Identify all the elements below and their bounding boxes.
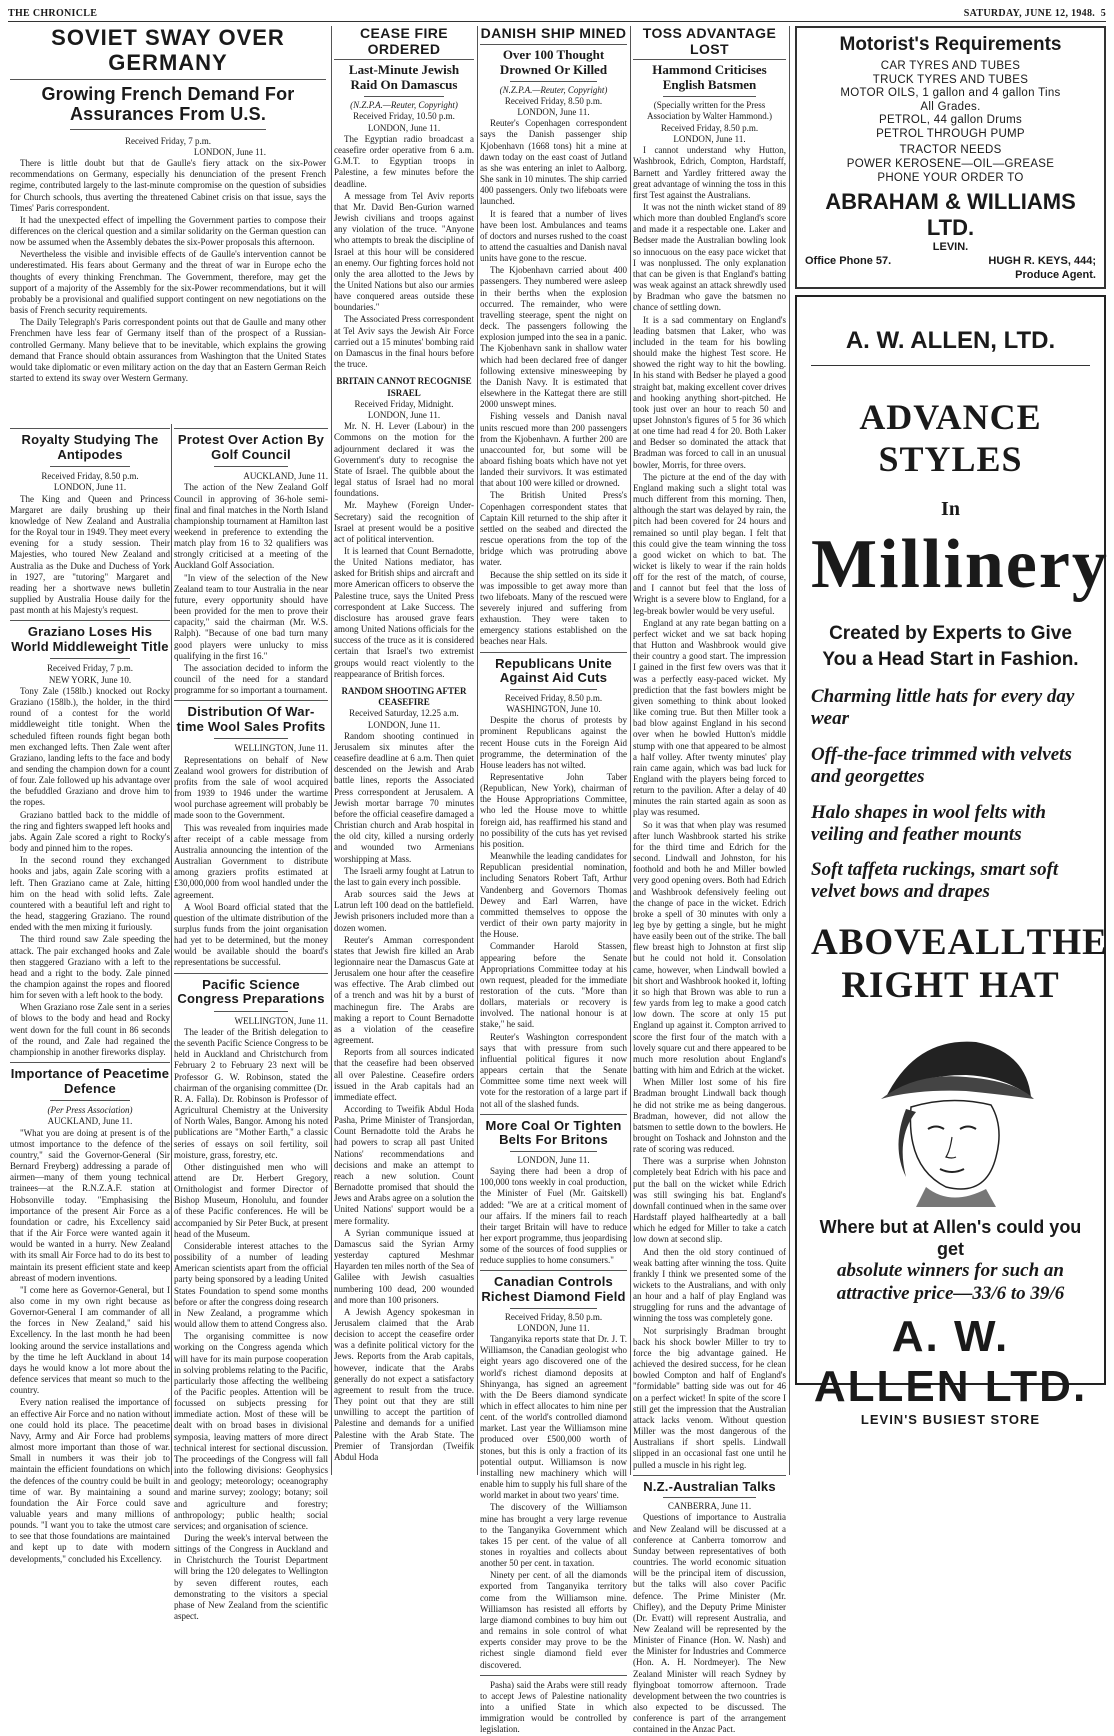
paragraph: Questions of importance to Australia and New Zealand will be discussed at a conference at Canberra tomorrow and Sunday between representatives of both countries. The world economic situation will be the principal item of discussion, but the talks will also cover Pacific defence. The Prime Minister (Mr. Chifley), and the Deputy Prime Minister (Dr. Evatt) will represent Australia, and New Zealand will be represented by the Minister of Finance (Hon. W. Nash) and the Minister for Industries and Commerce (Hon. A. H. Nordmeyer). The New Zealand Minister will reach Sydney by flyingboat tomorrow afternoon. Trade development between the two countries is also expected to be discussed. The conference is part of the arrangement contained in the Anzac Pact. [633, 1512, 786, 1735]
dateline-pacific: WELLINGTON, June 11. [234, 1015, 328, 1026]
received-graziano: Received Friday, 7 p.m. [47, 663, 133, 674]
headline-pacific: Pacific Science Congress Preparations [177, 976, 325, 1007]
motorist-line: MOTOR OILS, 1 gallon and 4 gallon Tins [840, 87, 1061, 100]
paragraph: Reports from all sources indicated that the ceasefire had been observed all over Palestine. Ceasefire orders issued in the Arab capitals had an immediate effect. [334, 1047, 474, 1102]
body-cease-3 [334, 731, 474, 1463]
body-royalty [10, 494, 170, 617]
body-republicans [480, 715, 627, 1109]
column-2-lower [174, 424, 328, 1623]
paragraph: The Egyptian radio broadcast a ceasefire order operative from 6 a.m. G.M.T. to Egyptian troops in Palestine, a few minutes before the deadline. [334, 133, 474, 189]
paragraph: The leader of the British delegation to the seventh Pacific Science Congress to be held in Auckland and Christchurch from February 2 to February 23 next will be Professor G. W. Robinson, stated the chairman of the organising committee (Dr. R. A. Falla). Dr. Robinson is Professor of Agricultural Chemistry at the University of North Wales, Bangor. Among his noted publications are "Mother Earth," a classic series of essays on soil fertility, soil moisture, grass, forestry, etc. [174, 1026, 328, 1160]
subhead-danish: Over 100 Thought Drowned Or Killed [499, 46, 608, 77]
dateline-royalty: LONDON, June 11. [53, 482, 127, 493]
paragraph: The Daily Telegraph's Paris correspondent points out that de Gaulle and many other Frenchmen have less fear of Germany itself than of the prospect of a Russian-controlled Germany. Many believe that to be inevitable, which explains the growing demand that France should obtain assurances from Washington that the United States would take diplomatic or even military action on the day that an Eastern German Reich started to extend its sway over Western Germany. [10, 317, 326, 384]
column-rule [477, 26, 478, 1475]
paragraph: I cannot understand why Hutton, Washbrook, Edrich, Compton, Hardstaff, Barnett and Yardley frittered away the great advantage of winning the toss in this first Test against the Australians. [633, 145, 786, 200]
paragraph: The British United Press's Copenhagen correspondent states that Captain Kill returned to the ship after it settled on the seabed and directed the rescue operations from the top of the bridge which was protruding above water. [480, 490, 627, 568]
dateline-peacetime: AUCKLAND, June 11. [47, 1116, 133, 1127]
allen-above-word: ALL [947, 922, 1027, 964]
allen-above-word: THE [1026, 922, 1108, 964]
story-toss [633, 25, 786, 1735]
paragraph: Ninety per cent. of all the diamonds exported from Tanganyika territory come from the Williamson mine. Williamson has resisted all efforts by large diamond combines to buy him out and remains in sole control of what experts consider may prove to be the richest single diamond field ever discovered. [480, 1570, 627, 1670]
motorist-company: ABRAHAM & WILLIAMS LTD. [825, 189, 1076, 241]
headline-wool: Distribution Of War-time Wool Sales Profits [176, 704, 326, 734]
paragraph: Arab sources said the Jews at Latrun left 100 dead on the battlefield. Jewish prisoners included more than a dozen women. [334, 889, 474, 933]
allen-where: Where but at Allen's could you get [819, 1217, 1082, 1259]
paragraph: Representative John Taber (Republican, New York), chairman of the House Appropriations Committee, who led the House move to whittle foreign aid, has reaffirmed his stand and no possibility of the cuts has yet revised his position. [480, 772, 627, 849]
received-royalty: Received Friday, 8.50 p.m. [41, 471, 139, 482]
paragraph: A Jewish Agency spokesman in Jerusalem claimed that the Arab decision to accept the ceasefire order was a definite political victory for the Jews. Reports from the Arab capitals, however, indicate that the Arabs generally do not expect a satisfactory agreement to result from the truce. They point out that they are still unwilling to accept the partition of Palestine and demands for a unified Palestine with the Arab State. The Premier of Transjordan (Tweifik Abdul Hoda [334, 1306, 474, 1462]
paragraph: And then the old story continued of weak batting after winning the toss. Quite frankly I think we presented some of the wickets to the Australians, and with only an hour and a half of play England was struggling for runs and the advantage of winning the toss was completely gone. [633, 1246, 786, 1324]
dateline-republicans: WASHINGTON, June 10. [506, 703, 601, 714]
motorist-ad [795, 26, 1106, 289]
paragraph: It had the unexpected effect of impelling the Government parties to compose their differences on the clerical question and a similar solidarity on the German question can now be assumed when the Assembly debates the six-Power proposals this afternoon. [10, 214, 326, 248]
paragraph: Tanganyika reports state that Dr. J. T. Williamson, the Canadian geologist who eight years ago discovered one of the world's richest diamond deposits at Shinyanga, has signed an agreement with the De Beers diamond syndicate which in effect allocates to him nine per cent. of the world's controlled diamond market. Last year the Williamson mine produced over £500,000 worth of stones, but this is only a fraction of its potential output. Williamson is now installing new machinery which will enable him to supply his full share of the world market in about two years' time. [480, 1334, 627, 1501]
paragraph: Fishing vessels and Danish naval units rescued more than 200 passengers from the Kjobenhavn. A further 200 are unaccounted for, but some will be aboard fishing boats which have not yet landed their survivors. It was estimated that about 100 were killed or drowned. [480, 411, 627, 489]
body-cease-2 [334, 421, 474, 680]
motorist-line: All Grades. [920, 100, 981, 113]
body-diamond [480, 1334, 627, 1671]
paragraph: A message from Tel Aviv reports that Mr. David Ben-Gurion warned Jewish civilians and troops against any violation of the truce. "Anyone who attempts to break the discipline of Israel at this hour will be considered an enemy. Our fighting forces hold not only the area allotted to the Jews by the United Nations but also our armies have conquered areas outside these boundaries." [334, 190, 474, 313]
paragraph: A Syrian communique issued at Damascus said the Syrian Army yesterday captured Meshmar Hayarden ten miles north of the Sea of Galilee with Jewish casualties numbering 100 dead, 200 wounded and more than 100 prisoners. [334, 1227, 474, 1305]
column-1-lower [10, 424, 170, 1566]
tail-diamond: Pasha) said the Arabs were still ready to accept Jews of Palestine nationality into a unified State in which immigration would be controlled by legislation. [480, 1679, 627, 1735]
dateline-nz-aus: CANBERRA, June 11. [667, 1501, 752, 1512]
headline-toss: TOSS ADVANTAGE LOST [633, 26, 786, 60]
paragraph: The King and Queen and Princess Margaret are daily brushing up their knowledge of New Zealand and Australia for the Royal tour in 1949. They meet every evening for a study session. Their Majesties, who toured New Zealand and Australia as the Duke and Duchess of York in 1927, are "tutoring" Margaret and reading her a shortwave news bulletin supplied by Australia House daily for the past month at his Majesty's request. [10, 493, 170, 616]
body-toss [633, 145, 786, 1470]
paragraph: It is a sad commentary on England's leading batsmen that Laker, who was included in the team for his bowling should make the highest Test score. He showed the right way to hit the bowling. In his stand with Bedser he played a good straight bat, making excellent cover drives and hooking anything short-pitched. He took just over an hour to reach 50 and upset Johnston's figures of 5 for 36 which at one time had read 4 for 20. Both Laker and Bedser so dominated the attack that Bradman was forced to call in an unusual bowler, Morris, for three overs. [633, 314, 786, 470]
paragraph: It is learned that Count Bernadotte, the United Nations mediator, has asked for British ships and aircraft and more American officers to observe the Palestine truce, says the United Press correspondent at Lake Success. The disclosure has aroused grave fears among United Nations officials for the success of the truce as it is considered certain that Israel's two extremist groups would react violently to the reappearance of British forces. [334, 545, 474, 679]
body-graziano [10, 686, 170, 1058]
paragraph: Commander Harold Stassen, appearing before the Senate Appropriations Committee today at his own request, pleaded for the immediate restoration of the cuts. "More than dollars, materials or recovery is involved. The national honour is at stake," he said. [480, 941, 627, 1030]
dateline-cease: LONDON, June 11. [367, 122, 441, 133]
headline-coal: More Coal Or Tighten Belts For Britons [485, 1117, 622, 1148]
allen-style-3: Halo shapes in wool felts with veiling and feather mounts [811, 801, 1046, 845]
body-cease [334, 134, 474, 370]
paragraph: The third round saw Zale speeding the attack. The pair exchanged hooks and Zale then staggered Graziano with a left to the head and a right to the body. Zale pinned the champion against the ropes and floored him for seven with a left hook to the body. [10, 934, 170, 1001]
paragraph: The picture at the end of the day with England making such a slight total was much different from this morning. Then, although the start was delayed by rain, the pitch had been covered for 24 hours and remained so until play began. I felt that this could give the team winning the toss a good wicket on which to bat. The wicket is likely to wear if the rain holds off for the rest of the match, of course, and I cannot but feel that the loss of Wright is a severe blow to England, for a leg-break bowler would be very useful. [633, 471, 786, 616]
allen-style-4: Soft taffeta ruckings, smart soft velvet bows and drapes [811, 859, 1059, 903]
dateline-wool: WELLINGTON, June 11. [234, 743, 328, 754]
headline-graziano: Graziano Loses His World Middleweight Title [11, 624, 169, 654]
dateline-coal: LONDON, June 11. [517, 1154, 590, 1165]
body-protest [174, 482, 328, 696]
allen-created: Created by Experts to Give You a Head Start in Fashion. [822, 623, 1079, 670]
paragraph: Not surprisingly Bradman brought back his shock bowler Miller to try to force the big advantage gained. He achieved the desired success, for he clean bowled Compton and half of England's "formidable" batting side was out for 46 on a perfect wicket! In spite of the score I still get the impression that the Australian attack lacks venom. Without question Miller was the most dangerous of the Australians if short spells. Lindwall slipped in an occasional fast one until he pulled a muscle in his right leg. [633, 1325, 786, 1470]
headline-danish: DANISH SHIP MINED [480, 26, 627, 45]
paragraph: When Graziano rose Zale sent in a series of blows to the body and head and Rocky went down for the full count in 86 seconds of the round, and Zale had regained the championship in another fireworks display. [10, 1002, 170, 1057]
woman-hat-illustration-icon [811, 1017, 1090, 1207]
paragraph: Meanwhile the leading candidates for Republican presidential nomination, including Senators Robert Taft, Arthur Vandenberg and Governors Thomas Dewey and Earl Warren, have committed themselves to oppose the verdict of their own party majority in the House. [480, 851, 627, 940]
story-cease-fire [334, 26, 474, 1475]
body-peacetime [10, 1128, 170, 1565]
paragraph: Nevertheless the visible and invisible effects of de Gaulle's intervention cannot be underestimated. His fears about Germany and the threat of war in Europe echo the thoughts of every thinking Frenchman. The Government, therefore, may get the support of a majority of the Assembly for the six-Power recommendations, but it will probably be a provisional and qualified support contingent on new negotiations on the basis of French security requirements. [10, 249, 326, 316]
motorist-line: PETROL, 44 gallon Drums [878, 114, 1023, 127]
motorist-agent: HUGH R. KEYS, 444; [988, 255, 1096, 268]
received-toss: Received Friday, 8.50 p.m. [660, 122, 759, 133]
allen-style-2: Off-the-face trimmed with velvets and georgettes [811, 744, 1072, 787]
allen-millinery: Millinery [811, 526, 1109, 604]
subhead-soviet: Growing French Demand For Assurances From U.S. [41, 84, 295, 125]
column-rule [630, 26, 631, 1475]
allen-right-hat: RIGHT HAT [841, 965, 1060, 1007]
paragraph: The organising committee is now working on the Congress agenda which will have for its main purpose cooperation in solving problems relating to the Pacific, particularly those affecting the wellbeing of the Pacific peoples. Attention will be focussed on subjects pressing for immediate action. Most of these will be dealt with on broad bases in divisional symposia, leaving matters of more direct technical interest for sectional discussion. The proceedings of the Congress will fall into the following divisions: Geophysics and geology; meteorology; oceanography and marine survey; zoology; botany; soil and agriculture and forestry; anthropology; public health; social services; and organisation of science. [174, 1331, 328, 1531]
allen-millinery-ad [795, 295, 1109, 1427]
paragraph: Because the ship settled on its side it was impossible to get away more than two lifeboats. Many of the rescued were severely injured and suffering from exhaustion. They were taken to emergency stations established on the beaches near Hals. [480, 569, 627, 647]
paragraph: "In view of the selection of the New Zealand team to tour Australia in the near future, every opportunity should have been provided for the men to prove their capacity," said the chairman (Mr. W.S. Ralph). "Because of one bad turn many good players were unlucky to miss qualifying in the first 16." [174, 572, 328, 661]
paragraph: Considerable interest attaches to the possibility of a number of leading American scientists apart from the official party being sponsored by a leading United States Foundation to spend some months before or after the congress doing research in New Zealand, a programme which would allow them to attend Congress also. [174, 1240, 328, 1330]
paragraph: "What you are doing at present is of the utmost importance to the defence of the country," said the Governor-General (Sir Bernard Freyberg) addressing a parade of airmen—many of them young technical trainees—at the R.N.Z.A.F. station at Hobsonville today. "Emphasising the importance of the present Air Force as a foundation or cadre, his Excellency said that if the Air Force were wanted again it would be wanted in a hurry. New Zealand with its small Air Force had to do its best to maintain its present efficient state and keep abreast of modern inventions. [10, 1127, 170, 1283]
paragraph: Mr. Mayhew (Foreign Under-Secretary) said the recognition of Israel at present would be a positive act of political intervention. [334, 500, 474, 544]
motorist-line: CAR TYRES AND TUBES [880, 60, 1021, 72]
dateline-danish: LONDON, June 11. [517, 107, 590, 118]
received-republicans: Received Friday, 8.50 p.m. [504, 692, 603, 703]
column-rule [171, 424, 172, 1475]
paragraph: There is little doubt but that de Gaulle's fiery attack on the six-Power recommendations on Germany, especially his denunciation of the present French regime, contributed largely to the last-minute compromise on the question of subsidies for Church schools, thus averting the threatened Cabinet crisis on that issue, says the Times' Paris correspondent. [10, 158, 326, 213]
source-toss: (Specially written for the Press Association by Walter Hammond.) [646, 100, 773, 122]
subhead-cease: Last-Minute Jewish Raid On Damascus [348, 62, 460, 93]
source-peacetime: (Per Press Association) [47, 1105, 133, 1116]
paragraph: During the week's interval between the sittings of the Congress in Auckland and in Christchurch the Tourist Department will bring the 120 delegates to Wellington by seven different routes, each demonstrating to the visitors a special phase of New Zealand from the scientific aspect. [174, 1533, 328, 1622]
allen-name: A. W. ALLEN, LTD. [845, 327, 1056, 355]
paragraph: The discovery of the Williamson mine has brought a very large revenue to the Tanganyika Government which takes 15 per cent. of the value of all stones in royalties and collects about another 50 per cent. in taxation. [480, 1502, 627, 1569]
dateline-toss: LONDON, June 11. [673, 133, 746, 144]
dateline-protest: AUCKLAND, June 11. [243, 471, 328, 482]
body-coal [480, 1166, 627, 1266]
received-cease-2: Received Friday, Midnight. [354, 398, 454, 409]
column-rule [331, 26, 332, 1475]
paragraph: Random shooting continued in Jerusalem six minutes after the ceasefire deadline at 6 a.m. Then quiet descended on the Jewish and Arab battle lines, reports the Associated Press correspondent at Jerusalem. A Jewish mortar barrage 70 minutes before the official ceasefire damaged a Christian church and Arab hospital in the old city, killed a nursing orderly and wounded two Armenians worshipping at Mass. [334, 730, 474, 864]
column-rule [789, 26, 790, 1475]
paragraph: It is feared that a number of lives have been lost. Ambulances and teams of doctors and nurses rushed to the coast to attend the casualties and Danish naval units have gone to the rescue. [480, 208, 627, 264]
allen-above-all-the [811, 921, 1108, 964]
paragraph: Mr. N. H. Lever (Labour) in the Commons on the motion for the adjournment declared it was the Government's duty to recognise the State of Israel. The quibble about the legal status of Israel had no moral foundations. [334, 421, 474, 499]
paragraph: This was revealed from inquiries made after receipt of a cable message from Australia announcing the intention of the Australian Government to distribute among graziers profits estimated at £30,000,000 from wool handled under the agreement. [174, 822, 328, 900]
masthead: THE CHRONICLE [8, 8, 98, 19]
motorist-line: PHONE YOUR ORDER TO [877, 171, 1024, 184]
allen-style-1: Charming little hats for every day wear [811, 686, 1075, 730]
received-danish: Received Friday, 8.50 p.m. [504, 95, 603, 106]
headline-diamond: Canadian Controls Richest Diamond Field [481, 1274, 626, 1304]
allen-above-word: ABOVE [811, 922, 948, 964]
paragraph: It was not the ninth wicket stand of 89 which more than doubled England's score and made it a respectable one. Laker and Bedser made the Australian bowling look so innocuous on the easy pace wicket that I was nonplussed. The only explanation that can be given is that England's batting was weak against an attack shrewdly used by Bradman who gave the batsmen no chance of settling down. [633, 202, 786, 313]
ads-column [795, 26, 1109, 1475]
headline-royalty: Royalty Studying The Antipodes [21, 432, 159, 462]
motorist-office-phone: Office Phone 57. [805, 255, 892, 268]
headline-cease: CEASE FIRE ORDERED [334, 26, 474, 60]
allen-advance: ADVANCE STYLES [859, 397, 1042, 480]
story-soviet [10, 26, 326, 385]
subhead-cease-2: BRITAIN CANNOT RECOGNISE ISRAEL [336, 376, 472, 398]
paragraph: Saying there had been a drop of 100,000 tons weekly in coal production, the Minister of Fuel (Mr. Gaitskell) added: "We are at a critical moment of our affairs. If the miners fail to reach their target Britain will have to reduce her export programme, thus jeopardising some of the sources of food supplies or reduce supplies to home consumers." [480, 1166, 627, 1266]
received-cease: Received Friday, 10.50 p.m. [353, 111, 455, 122]
motorist-line: POWER KEROSENE—OIL—GREASE [846, 157, 1055, 170]
date-text: SATURDAY, JUNE 12, 1948. [963, 8, 1096, 19]
body-soviet [10, 158, 326, 384]
page-header-strip [8, 0, 1106, 22]
paragraph: Reuter's Washington correspondent says that with pressure from such influential political figures it now appears certain that the Senate Committee some time next week will vote for the restoration of a large part if not all of the slashed funds. [480, 1031, 627, 1109]
allen-price: absolute winners for such an attractive price—33/6 to 39/6 [836, 1260, 1065, 1305]
body-wool [174, 755, 328, 969]
source-danish: (N.Z.P.A.—Reuter, Copyright) [499, 84, 608, 95]
page-number: 5 [1100, 8, 1106, 19]
headline-nz-aus: N.Z.-Australian Talks [643, 1478, 776, 1494]
body-danish [480, 118, 627, 647]
story-danish [480, 25, 627, 1735]
paragraph: Representations on behalf of New Zealand wool growers for distribution of profits from the sale of wool acquired from 1939 to 1946 under the wartime wool purchase agreement will probably be made soon to the Government. [174, 754, 328, 821]
paragraph: "I come here as Governor-General, but I also come in my own right because as Governor-General I am commander of all the forces in New Zealand," said his Excellency. In the last month he had been looking around the service installations and by the time he left Auckland in about 14 days he would know a lot more about the defence services that meant so much to the country. [10, 1284, 170, 1396]
dateline-diamond: LONDON, June 11. [517, 1322, 590, 1333]
dateline-cease-2: LONDON, June 11. [367, 410, 441, 420]
subhead-cease-3: RANDOM SHOOTING AFTER CEASEFIRE [341, 685, 467, 708]
body-nz-aus [633, 1512, 786, 1735]
paragraph: Graziano battled back to the middle of the ring and fighters swapped left hooks and jabs. Again Zale scored a right to Rocky's body and pinned him to the ropes. [10, 809, 170, 854]
received-soviet: Received Friday, 7 p.m. [125, 135, 211, 146]
body-pacific [174, 1027, 328, 1622]
paragraph: Reuter's Amman correspondent states that Jewish fire killed an Arab legionnaire near the Damascus Gate at Jerusalem one hour after the ceasefire was effective. The Arab climbed out of a trench and was hit by a burst of machinegun fire. The Arabs are making a report to Count Bernadotte as a violation of the ceasefire agreement. [334, 934, 474, 1046]
headline-republicans: Republicans Unite Against Aid Cuts [495, 655, 612, 686]
received-cease-3: Received Saturday, 12.25 a.m. [349, 708, 459, 719]
motorist-line: TRUCK TYRES AND TUBES [872, 73, 1029, 86]
paragraph: The Kjobenhavn carried about 400 passengers. They numbered were asleep in their berths when the explosion occurred. The remainder, who were travelling steerage, spent the night on deck. The passengers following the explosion jumped into the sea in a panic. The Kjobenhavn sank in shallow water which had been declared free of danger following extensive minesweeping by the Danish Navy. It is estimated that elsewhere in the Kattegat there are still 2000 unswept mines. [480, 265, 627, 410]
paragraph: The Associated Press correspondent at Tel Aviv says the Jewish Air Force carried out a 15 minutes' bombing raid on Damascus in the final hours before the truce. [334, 314, 474, 370]
dateline-graziano: NEW YORK, June 10. [48, 674, 132, 685]
paragraph: So it was that when play was resumed after lunch Washbrook started his strike for the third time and Edrich for the second. Lindwall and Johnston, for his foothold and both he and Miller bowled very good opening overs. Both had Edrich and Washbrook defensively feeling out the change of pace in the wicket. Edrich broke a spell of 30 minutes with only a leg bye by getting a single, but he might have easily been out of the strike. The ball flew breast high to Johnston at first slip but he could not hold it. Consolation came, however, when Lindwall bowled a bit short and Washbrook hooked it, lofting it so high that Brown was able to run a few yards from leg to make a good catch low down. The score at only 15 put England up against it. Compton arrived to score the first four of the match with a lovely square cut and there appeared to be much more resolution about England's batting with him and Edrich at the wicket. [633, 819, 786, 1076]
page-date [964, 8, 1106, 19]
paragraph: Reuter's Copenhagen correspondent says the Danish passenger ship Kjobenhavn (1668 tons) hit a mine at dawn today on the east coast of Jutland as she was entering an inlet to Aalborg. She sank in 10 minutes. The ship carried 400 passengers. Only two lifeboats were launched. [480, 118, 627, 207]
dateline-cease-3: LONDON, June 11. [367, 719, 441, 730]
paragraph: The association decided to inform the council of the need for a standard programme for so important a tournament. [174, 662, 328, 696]
paragraph: Tony Zale (158lb.) knocked out Rocky Graziano (158lb.), the holder, in the third round of a contest for the world middleweight title tonight. When the scheduled fifteen rounds fight began both men exchanged lefts. Then Zale went after Graziano, landing lefts to the face and body and sending the champion down for a count of four. Zale followed up his advantage over the befuddled Graziano and drove him to the ropes. [10, 685, 170, 808]
headline-peacetime: Importance of Peacetime Defence [10, 1066, 170, 1096]
headline-protest: Protest Over Action By Golf Council [177, 432, 325, 462]
paragraph: The Israeli army fought at Latrun to the last to gain every inch possible. [334, 865, 474, 887]
allen-ltd: A. W. ALLEN LTD. [813, 1311, 1088, 1411]
paragraph: Despite the chorus of protests by prominent Republicans against the recent House cuts in the Foreign Aid programme, the determination of the House leaders has not wilted. [480, 715, 627, 770]
paragraph: England at any rate began batting on a perfect wicket and we sat back hoping that Hutton and Washbrook would give their country a good start. The impression I gained in the first few overs was that it was a perfectly easy-paced wicket. My prediction that the fast bowlers might be given something to think about looked like coming true. But then Miller took a bad blow against England in his second over when he bowled Hutton's middle stump with one that appeared to be almost a half volley. After twenty minutes' play rain came again, which was bad luck for England with the players being forced to return to the pavilion. After a delay of 40 minutes the rain started again as soon as play was resumed. [633, 617, 786, 818]
motorist-agent-title: Produce Agent. [1015, 269, 1096, 282]
allen-busiest: LEVIN'S BUSIEST STORE [860, 1411, 1041, 1427]
source-cease: (N.Z.P.A.—Reuter, Copyright) [350, 100, 458, 111]
subhead-toss: Hammond Criticises English Batsmen [652, 62, 767, 93]
paragraph: Every nation realised the importance of an effective Air Force and no nation without one could hold its place. The peacetime Navy, Army and Air Force had problems almost more important than those of war. Small in numbers it was their job to maintain the efficient foundations on which the defences of the country could be built in time of war. By maintaining a sound foundation the Air Force could save valuable years and many millions of pounds. "I want you to take the utmost care to see that those foundations are maintained and kept up to date with modern developments," concluded his Excellency. [10, 1397, 170, 1564]
paragraph: The action of the New Zealand Golf Council in approving of 36-hole semi-final and final matches in the North Island championship tournament at Hamilton last weekend in preference to extending the match play from 16 to 32 qualifiers was strongly criticised at a meeting of the Auckland Golf Association. [174, 482, 328, 571]
paragraph: Other distinguished men who will attend are Dr. Herbert Gregory, Ornithologist and former Director of Bishop Museum, Honolulu, and founder of these Pacific conferences. He will be accompanied by Sir Peter Buck, at present head of the Museum. [174, 1161, 328, 1239]
dateline-soviet: LONDON, June 11. [193, 146, 266, 157]
received-diamond: Received Friday, 8.50 p.m. [504, 1311, 603, 1322]
motorist-title: Motorist's Requirements [839, 34, 1062, 55]
paragraph: A Wool Board official stated that the question of the ultimate distribution of the surplus funds from the joint organisation had yet to be determined, but the money would be available should the board's representations be successful. [174, 901, 328, 968]
paragraph: There was a surprise when Johnston completely beat Edrich with his pace and put the ball on the wicket while Edrich was still swinging his bat. England's downfall continued when in the same over Hardstaff played halfheartedly at a ball which he edged for Miller to take a catch low down at second slip. [633, 1156, 786, 1245]
paragraph: In the second round they exchanged hooks and jabs, again Zale scoring with a left. Then Graziano came at Zale, hitting him on the head with solid lefts. Zale countered with a beautiful left and right to the head, staggering Graziano. The round ended with the men mixing it furiously. [10, 855, 170, 933]
paragraph: According to Tweifik Abdul Hoda Pasha, Prime Minister of Transjordan, Count Bernadotte told the Arabs he had powers to scrap all past United Nations' recommendations and decisions and make an attempt to reach a new solution. Count Bernadotte promised that should the Jews and Arabs agree on a solution the United Nations' support would be a mere formality. [334, 1104, 474, 1226]
paragraph: When Miller lost some of his fire Bradman brought Lindwall back though he did not strike me as being dangerous. Bradman, however, did not allow the batsmen to settle down to the bowlers. He brought on Toshack and Johnston and the rate of scoring was reduced. [633, 1077, 786, 1155]
allen-in: In [941, 498, 960, 521]
motorist-town: LEVIN. [932, 241, 969, 254]
motorist-line: TRACTOR NEEDS [899, 144, 1002, 157]
headline-soviet: SOVIET SWAY OVER GERMANY [51, 25, 285, 75]
motorist-line: PETROL THROUGH PUMP [876, 127, 1025, 140]
